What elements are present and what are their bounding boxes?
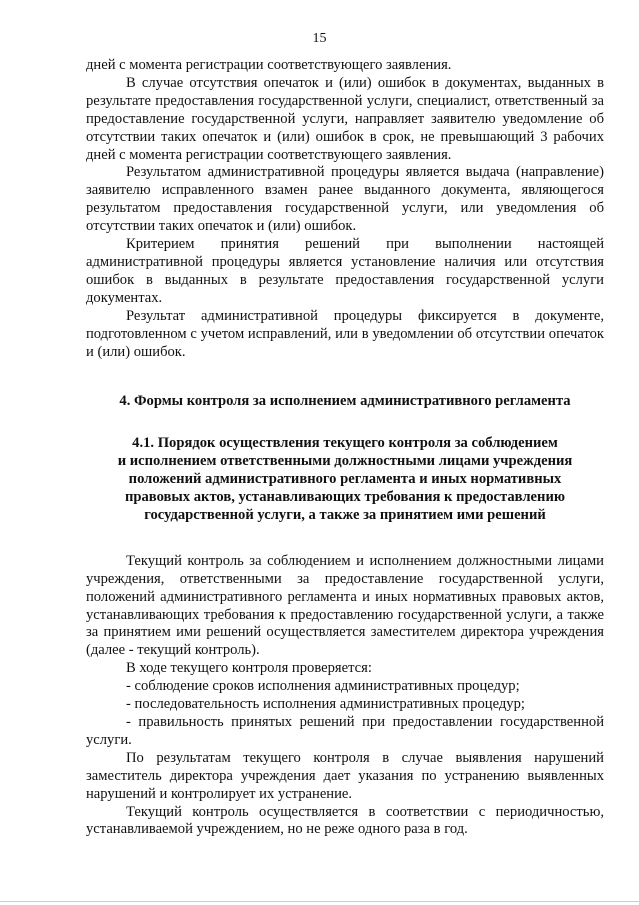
page-content	[86, 57, 604, 839]
list-item: - правильность принятых решений при предоставлении государственной услуги.	[86, 714, 604, 748]
subsection-heading-line: положений административного регламента и иных нормативных	[128, 471, 562, 488]
paragraph-violations: По результатам текущего контроля в случае выявления нарушений заместитель директора учреждения дает указания по устранению выявленных нарушений и контролирует их устранение.	[86, 749, 604, 802]
scan-edge-line	[0, 901, 639, 902]
paragraph-continuation: дней с момента регистрации соответствующего заявления.	[86, 57, 452, 73]
subsection-heading-line: правовых актов, устанавливающих требования к предоставлению	[124, 489, 566, 506]
subsection-heading-line: государственной услуги, а также за принятием ими решений	[144, 506, 546, 523]
page-number: 15	[312, 31, 327, 46]
subsection-heading	[86, 435, 604, 525]
list-item: - последовательность исполнения административных процедур;	[126, 696, 525, 713]
section-heading: 4. Формы контроля за исполнением административного регламента	[119, 393, 571, 410]
subsection-heading-line: 4.1. Порядок осуществления текущего контроля за соблюдением	[132, 435, 558, 452]
list-item: - соблюдение сроков исполнения административных процедур;	[126, 678, 520, 695]
paragraph-result-recording: Результат административной процедуры фиксируется в документе, подготовленном с учетом исправлений, или в уведомлении об отсутствии опечаток и (или) ошибок.	[86, 307, 604, 360]
paragraph-no-errors: В случае отсутствия опечаток и (или) ошибок в документах, выданных в результате предоставления государственной услуги, специалист, ответственный за предоставление государственной услуги, направляет заявителю уведомление об отсутствии таких опечаток и (или) ошибок в срок, не превышающий 3 рабочих дней с момента регистрации соответствующего заявления.	[86, 74, 604, 163]
subsection-heading-line: и исполнением ответственными должностными лицами учреждения	[117, 453, 573, 470]
paragraph-decision-criterion: Критерием принятия решений при выполнении настоящей административной процедуры является установление наличия или отсутствия ошибок в выданных в результате предоставления государственной услуги документах.	[86, 236, 604, 306]
paragraph-current-control: Текущий контроль за соблюдением и исполнением должностными лицами учреждения, ответственными за предоставление государственной услуги, положений административного регламента и иных нормативных правовых актов, устанавливающих требования к предоставлению государственной услуги, а также за принятием ими решений осуществляется заместителем директора учреждения (далее - текущий контроль).	[86, 552, 604, 659]
paragraph-periodicity: Текущий контроль осуществляется в соответствии с периодичностью, устанавливаемой учреждением, но не реже одного раза в год.	[86, 803, 604, 838]
paragraph-procedure-result: Результатом административной процедуры является выдача (направление) заявителю исправленного взамен ранее выданного документа, являющегося результатом предоставления государственной услуги, или уведомления об отсутствии таких опечаток и (или) ошибок.	[86, 164, 604, 235]
paragraph-checked-items-intro: В ходе текущего контроля проверяется:	[126, 660, 372, 677]
